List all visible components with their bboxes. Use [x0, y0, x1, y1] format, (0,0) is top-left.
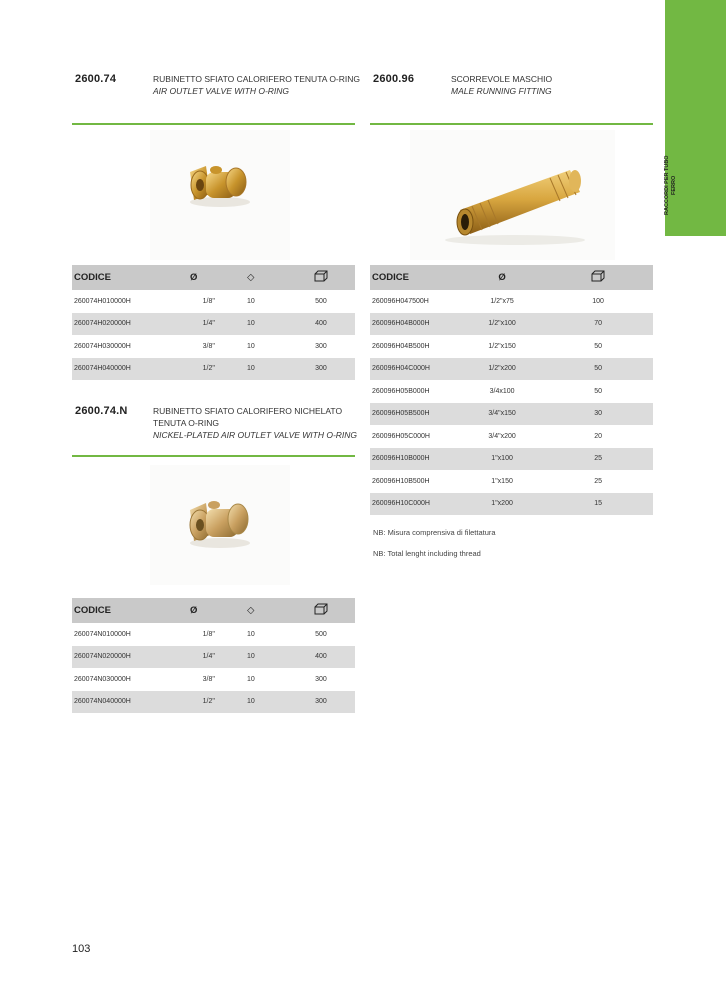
- table-row: 260074N010000H 1/8" 10 500: [74, 630, 327, 638]
- product-photo-running-fitting: [410, 130, 615, 260]
- product-name-en: NICKEL-PLATED AIR OUTLET VALVE WITH O-RING: [153, 430, 358, 440]
- table-row: 260074H020000H 1/4" 10 400: [72, 313, 355, 336]
- product-description: [451, 73, 651, 97]
- green-divider: [72, 455, 355, 457]
- table-row: 260074H040000H 1/2" 10 300: [72, 358, 355, 381]
- note-english: NB: Total lenght including thread: [373, 549, 481, 558]
- table-row: 260074H030000H 3/8" 10 300: [74, 342, 327, 350]
- col-header-diameter: Ø: [461, 265, 541, 290]
- table-row: 260096H05B500H 3/4"x150 30: [370, 403, 653, 426]
- page-number: 103: [72, 943, 91, 955]
- table-row: 260096H04B000H 1/2"x100 70: [370, 313, 653, 336]
- col-header-diameter: Ø: [171, 598, 215, 623]
- col-header-codice: CODICE: [72, 598, 171, 623]
- table-row: 260096H10B500H 1"x150 25: [372, 477, 602, 485]
- table-row: 260096H10C000H 1"x200 15: [370, 493, 653, 516]
- table-row: 260096H05B000H 3/4x100 50: [372, 387, 602, 395]
- col-header-box-icon: [285, 265, 355, 290]
- product-name-en: AIR OUTLET VALVE WITH O-RING: [153, 86, 290, 96]
- col-header-diamond-icon: ◇: [215, 265, 285, 290]
- product-photo-air-valve: [150, 130, 290, 260]
- table-row: 260096H10B000H 1"x100 25: [370, 448, 653, 471]
- product-table-2600-96: [370, 265, 653, 515]
- table-row: 260074N020000H 1/4" 10 400: [72, 646, 355, 669]
- brass-nipple-image: [410, 130, 615, 260]
- product-code-2600-74-n: 2600.74.N: [75, 405, 128, 417]
- col-header-box-icon: [285, 598, 355, 623]
- product-code-2600-74: 2600.74: [75, 73, 117, 85]
- product-description: [153, 73, 363, 97]
- product-table-2600-74: [72, 265, 355, 380]
- col-header-box-icon: [541, 265, 653, 290]
- table-row: 260074N030000H 3/8" 10 300: [74, 675, 327, 683]
- note-italian: NB: Misura comprensiva di filettatura: [373, 528, 496, 537]
- product-name-it: RUBINETTO SFIATO CALORIFERO TENUTA O-RING: [153, 74, 361, 84]
- green-divider: [370, 123, 653, 125]
- table-row: 260096H04B500H 1/2"x150 50: [372, 342, 602, 350]
- col-header-diamond-icon: ◇: [215, 598, 285, 623]
- table-row: 260074N040000H 1/2" 10 300: [72, 691, 355, 714]
- col-header-codice: CODICE: [370, 265, 461, 290]
- brass-valve-image: [150, 130, 290, 260]
- product-name-it-2: TENUTA O-RING: [153, 418, 219, 428]
- col-header-codice: CODICE: [72, 265, 171, 290]
- product-code-2600-96: 2600.96: [373, 73, 415, 85]
- product-table-2600-74-n: [72, 598, 355, 713]
- product-name-it: SCORREVOLE MASCHIO: [451, 74, 553, 84]
- table-row: 260096H05C000H 3/4"x200 20: [372, 432, 602, 440]
- green-divider: [72, 123, 355, 125]
- nickel-valve-image: [150, 465, 290, 585]
- col-header-diameter: Ø: [171, 265, 215, 290]
- product-name-en: MALE RUNNING FITTING: [451, 86, 552, 96]
- table-row: 260096H04C000H 1/2"x200 50: [370, 358, 653, 381]
- table-row: 260096H047500H 1/2"x75 100: [372, 297, 604, 305]
- product-photo-nickel-valve: [150, 465, 290, 585]
- section-tab-label: RACCORDI PER TUBO FERRO: [664, 155, 677, 215]
- table-row: 260074H010000H 1/8" 10 500: [74, 297, 327, 305]
- product-name-it: RUBINETTO SFIATO CALORIFERO NICHELATO: [153, 406, 343, 416]
- product-description: [153, 405, 363, 441]
